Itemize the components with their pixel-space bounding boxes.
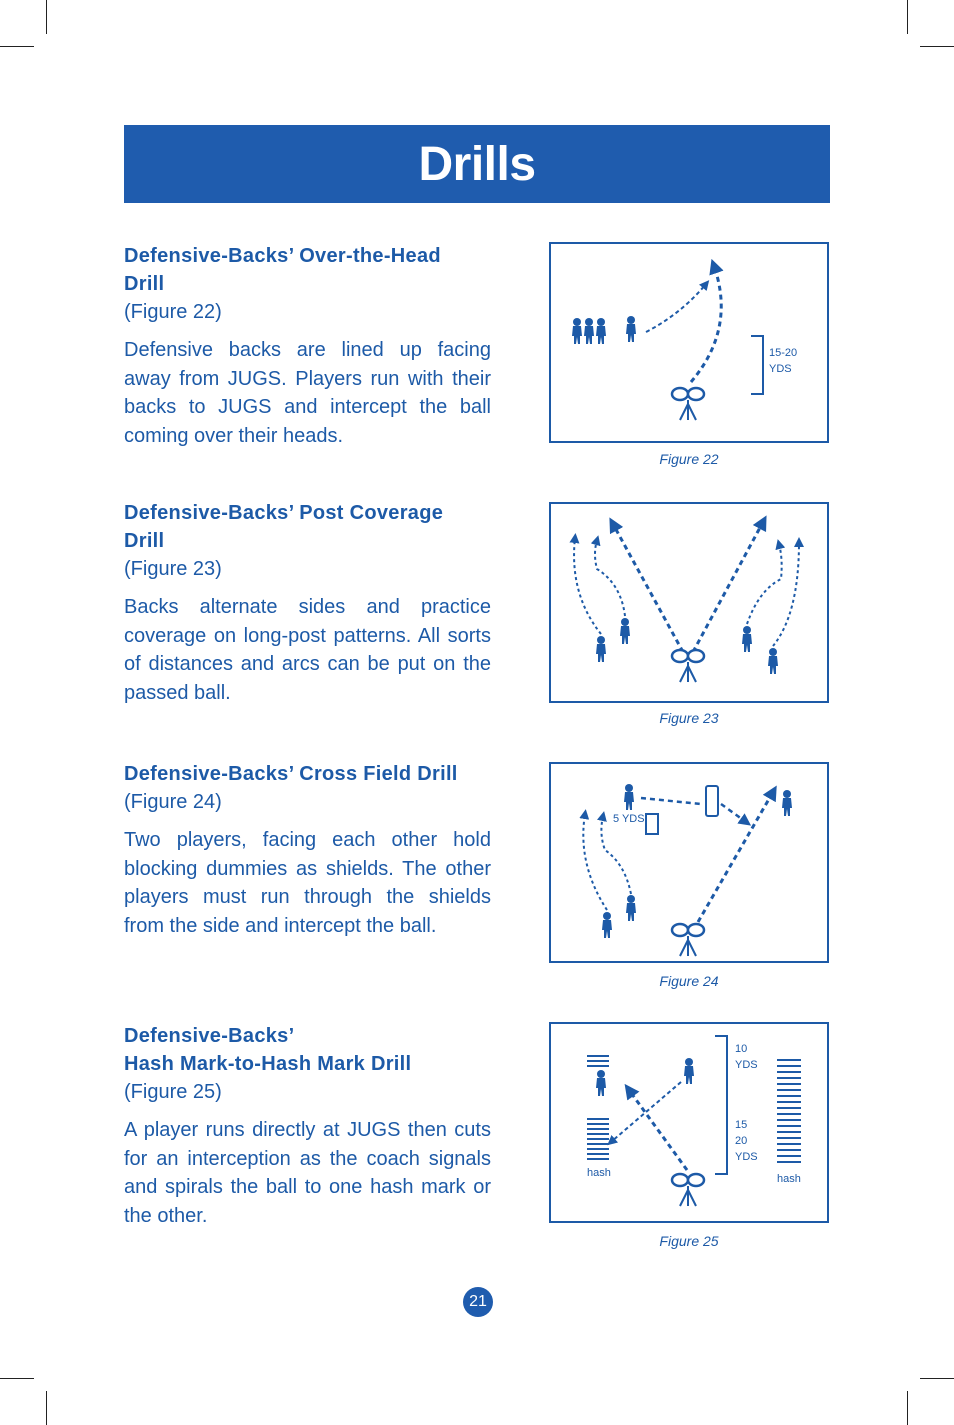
run-path bbox=[611, 1082, 681, 1142]
player-icon bbox=[602, 912, 612, 938]
section-body: Backs alternate sides and practice coverage on long-post patterns. All sorts of distances and arcs can be put on the passed ball. bbox=[124, 596, 491, 704]
distance-label: 10 bbox=[735, 1043, 748, 1055]
player-icon bbox=[596, 318, 606, 344]
distance-label: YDS bbox=[769, 363, 792, 375]
distance-label: 15-20 bbox=[769, 347, 798, 359]
figure-caption: Figure 25 bbox=[659, 1233, 719, 1249]
page-number-badge bbox=[463, 1287, 493, 1317]
figure-caption: Figure 24 bbox=[659, 973, 719, 989]
figure-reference: (Figure 25) bbox=[124, 1081, 222, 1103]
section-body: Two players, facing each other hold blocking dummies as shields. The other players must run through the shields from the side and intercept the ball. bbox=[124, 829, 491, 937]
figure-22 bbox=[549, 242, 829, 443]
drill-section bbox=[124, 242, 491, 450]
distance-bracket bbox=[715, 1036, 727, 1174]
distance-bracket bbox=[751, 336, 763, 394]
run-path bbox=[747, 544, 782, 624]
run-path bbox=[641, 798, 701, 804]
jugs-machine-icon bbox=[672, 1174, 704, 1206]
crop-mark bbox=[0, 46, 34, 47]
page-number: 21 bbox=[469, 1293, 487, 1310]
figure-25-diagram bbox=[551, 1024, 827, 1221]
section-title: Defensive-Backs’ Post Coverage bbox=[124, 502, 444, 524]
crop-mark bbox=[920, 1378, 954, 1379]
drill-section bbox=[124, 1022, 491, 1230]
player-icon bbox=[596, 1070, 606, 1096]
figure-reference: (Figure 22) bbox=[124, 301, 222, 323]
run-path bbox=[601, 816, 631, 894]
drill-section bbox=[124, 499, 491, 707]
distance-label: YDS bbox=[735, 1151, 758, 1163]
hash-label: hash bbox=[777, 1173, 801, 1185]
drill-section bbox=[124, 760, 491, 940]
figure-23 bbox=[549, 502, 829, 703]
player-icon bbox=[782, 790, 792, 816]
player-icon bbox=[584, 318, 594, 344]
player-icon bbox=[596, 636, 606, 662]
figure-24-diagram bbox=[551, 764, 827, 961]
figure-25 bbox=[549, 1022, 829, 1223]
section-title: Drill bbox=[124, 273, 165, 295]
ball-path bbox=[693, 522, 763, 652]
section-body: Defensive backs are lined up facing away from JUGS. Players run with their backs to JUGS and intercept the ball coming over their heads. bbox=[124, 339, 491, 447]
crop-mark bbox=[0, 1378, 34, 1379]
player-icon bbox=[624, 784, 634, 810]
hash-marks-right bbox=[777, 1060, 801, 1162]
player-icon bbox=[684, 1058, 694, 1084]
crop-mark bbox=[46, 0, 47, 34]
player-icon bbox=[742, 626, 752, 652]
crop-mark bbox=[907, 0, 908, 34]
player-icon bbox=[626, 895, 636, 921]
figure-22-diagram bbox=[551, 244, 827, 441]
figure-reference: (Figure 24) bbox=[124, 791, 222, 813]
player-icon bbox=[620, 618, 630, 644]
crop-mark bbox=[920, 46, 954, 47]
blocking-dummy-icon bbox=[706, 786, 718, 816]
player-icon bbox=[768, 648, 778, 674]
distance-label: 15 bbox=[735, 1119, 748, 1131]
figure-reference: (Figure 23) bbox=[124, 558, 222, 580]
ball-path bbox=[691, 266, 721, 382]
run-path bbox=[646, 284, 706, 332]
section-title: Drill bbox=[124, 530, 165, 552]
figure-caption: Figure 22 bbox=[659, 451, 719, 467]
blocking-dummy-icon bbox=[646, 814, 658, 834]
player-icon bbox=[626, 316, 636, 342]
section-title: Defensive-Backs’ Over-the-Head bbox=[124, 245, 441, 267]
jugs-machine-icon bbox=[672, 388, 704, 420]
jugs-machine-icon bbox=[672, 650, 704, 682]
section-title: Hash Mark-to-Hash Mark Drill bbox=[124, 1053, 412, 1075]
run-path bbox=[721, 804, 746, 822]
title-banner bbox=[124, 125, 830, 203]
hash-label: hash bbox=[587, 1167, 611, 1179]
figure-23-diagram bbox=[551, 504, 827, 701]
distance-label: 5 YDS bbox=[613, 813, 645, 825]
page-title: Drills bbox=[418, 137, 536, 191]
distance-label: YDS bbox=[735, 1059, 758, 1071]
run-path bbox=[583, 814, 607, 910]
distance-label: 20 bbox=[735, 1135, 748, 1147]
section-title: Defensive-Backs’ bbox=[124, 1025, 295, 1047]
crop-mark bbox=[46, 1391, 47, 1425]
section-title: Defensive-Backs’ Cross Field Drill bbox=[124, 763, 458, 785]
player-icon bbox=[572, 318, 582, 344]
figure-caption: Figure 23 bbox=[659, 710, 719, 726]
run-path bbox=[773, 542, 799, 646]
crop-mark bbox=[907, 1391, 908, 1425]
section-body: A player runs directly at JUGS then cuts for an interception as the coach signals and spirals the ball to one hash mark or the other. bbox=[124, 1119, 491, 1227]
run-path bbox=[595, 540, 625, 616]
figure-24 bbox=[549, 762, 829, 963]
jugs-machine-icon bbox=[672, 924, 704, 956]
run-path bbox=[574, 538, 601, 634]
